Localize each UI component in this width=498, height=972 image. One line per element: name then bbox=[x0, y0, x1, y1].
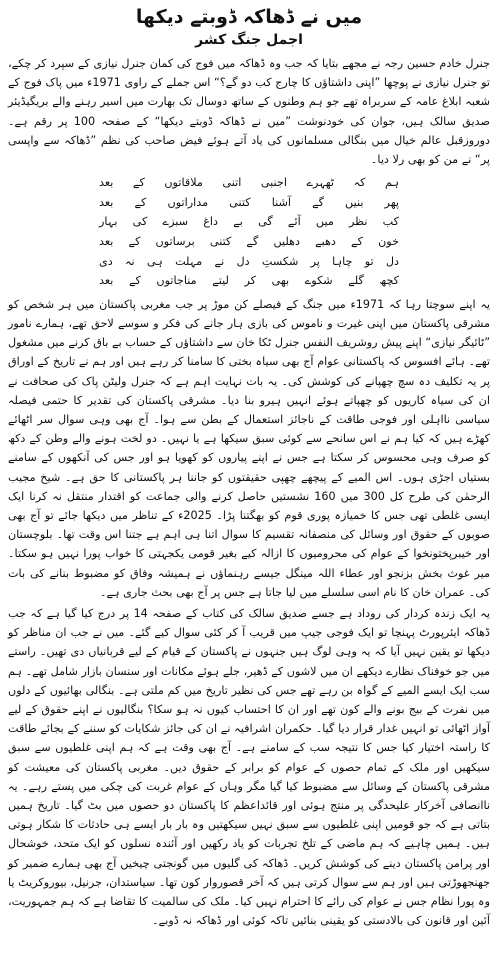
paragraph-closing: یہ ایک زندہ کردار کی روداد ہے جسے صدیق سالک کی کتاب کے صفحہ 14 پر درج کیا گیا ہے کہ جب ڈھاکہ ایئرپورٹ پہنچا تو ایک فوجی جیپ میں قریب آ کر کئی سوال کیے گئے۔ میں نے جب ان مناظر کو دیکھا تو یقین نہیں آیا کہ یہ وہی لوگ ہیں جنہوں نے پاکستان کے قیام کے لیے قربانیاں دی تھیں۔ راستے میں جو خوفناک نظارے دیکھے ان میں لاشوں کے ڈھیر، جلے ہوئے مکانات اور سنسان بازار شامل تھے۔ ہم سب ایک ایسے المیے کے گواہ بن رہے تھے جس کی نظیر تاریخ میں کم ملتی ہے۔ بنگالی بھائیوں کے دلوں میں نفرت کے بیج بونے والے کون تھے اور ان کا احتساب کیوں نہ ہو سکا؟ بنگالیوں نے اپنے حقوق کے لیے آواز اٹھائی تو انہیں غدار قرار دیا گیا۔ حکمران اشرافیہ نے ان کی جائز شکایات کو سننے کے بجائے طاقت کا راستہ اختیار کیا جس کا نتیجہ سب کے سامنے ہے۔ آج بھی وقت ہے کہ ہم اپنی غلطیوں سے سبق سیکھیں اور ملک کے تمام حصوں کے عوام کو برابر کے حقوق دیں۔ مغربی پاکستان کی معیشت کو مشرقی پاکستان کے وسائل سے مضبوط کیا گیا مگر وہاں کے عوام غربت کی چکی میں پستے رہے۔ یہ ناانصافی آخرکار علیحدگی پر منتج ہوئی اور قائداعظم کا پاکستان دو حصوں میں بٹ گیا۔ تاریخ ہمیں بتاتی ہے کہ جو قومیں اپنی غلطیوں سے سبق نہیں سیکھتیں وہ بار بار ایسے ہی حادثات کا شکار ہوتی ہیں۔ ہمیں چاہیے کہ ہم ماضی کے تلخ تجربات کو یاد رکھیں اور آئندہ نسلوں کو ایک متحد، خوشحال اور پرامن پاکستان دینے کی کوشش کریں۔ ڈھاکہ کی گلیوں میں گونجتی چیخیں آج بھی ہمارے ضمیر کو جھنجھوڑتی ہیں اور ہم سے سوال کرتی ہیں کہ آخر قصوروار کون تھا۔ سیاستدان، جرنیل، بیوروکریٹ یا وہ پورا نظام جس نے عوام کی رائے کا احترام نہیں کیا۔ ملک کی سالمیت کا تقاضا ہے کہ ہم جمہوریت، آئین اور قانون کی بالادستی کو یقینی بنائیں تاکہ کوئی اور ڈھاکہ نہ ڈوبے۔ bbox=[8, 607, 490, 928]
paragraph-intro: جنرل خادم حسین رجہ نے مجھے بتایا کہ جب وہ ڈھاکہ میں فوج کی کمان جنرل نیازی کے سپرد کر چکے، تو جنرل نیازی نے پوچھا ”اپنی داشتاؤں کا چارج کب دو گے؟“ اس جملے کے راوی 1971ء میں پاک فوج کے شعبہ ابلاغ عامہ کے سربراہ تھے جو ہم وطنوں کے ساتھ دوسال تک بھارت میں اسیر رہنے والے بریگیڈیئر صدیق سالک ہیں، جوان کی خودنوشت ”میں نے ڈھاکہ ڈوبتے دیکھا“ کے صفحہ 100 پر رقم ہے۔ دوروزقبل عالم خیال میں بنگالی مسلمانوں کی یاد آتے ہوئے فیض صاحب کی نظم ”ڈھاکہ سے واپسی پر“ نے من کو بھی رلا دیا۔ bbox=[8, 57, 490, 167]
verse-line: کچھ گلے شکوے بھی کر لیتے مناجاتوں کے بعد bbox=[99, 274, 399, 288]
verse-line: پھر بنیں گے آشنا کتنی مداراتوں کے بعد bbox=[99, 195, 399, 209]
verse-line: دل تو چاہا پر شکستِ دل نے مہلت ہی نہ دی bbox=[99, 254, 399, 268]
verse-line: ہم کہ ٹھہرے اجنبی اتنی ملاقاتوں کے بعد bbox=[99, 176, 399, 190]
article-title: میں نے ڈھاکہ ڈوبتے دیکھا bbox=[135, 6, 363, 28]
verse-line: کب نظر میں آئے گی بے داغ سبزے کی بہار bbox=[99, 215, 399, 229]
author-byline: اجمل جنگ کشر bbox=[195, 32, 303, 48]
paragraph-body: یہ اپنے سوچتا رہا کہ 1971ء میں جنگ کے فیصلے کن موڑ پر جب مغربی پاکستان میں ہر شخص کو مشرقی پاکستان میں اپنی غیرت و ناموس کی بازی ہار جانے کی فکر و سوسے لاحق تھے، ہمارے نامور ”ٹائیگر نیازی“ اپنے پیش روشریف النفس جنرل ٹکا خان سے داشتاؤں کے حساب بے باق کرنے میں مشغول تھے۔ ہائے افسوس کہ پاکستانی عوام آج بھی سیاہ بختی کا سامنا کر رہے ہیں اور ہم نے تاریخ کے اوراق پر یہ تکلیف دہ سچ چھپانے کی کوشش کی۔ یہ بات نہایت اہم ہے کہ جنرل ولیٹن پاک کی صحافت نے ان کی سیاہ کاریوں کو چھپاتے ہوئے انہیں ہیرو بنا دیا۔ مشرقی پاکستان کی تقدیر کا حتمی فیصلہ سیاسی نااہلی اور فوجی طاقت کے ناجائز استعمال کے بطن سے ہوا۔ آج بھی وہی سوال سر اٹھائے کھڑے ہیں کہ کیا ہم نے اس سانحے سے کوئی سبق سیکھا ہے یا نہیں۔ دو لخت ہونے والے وطن کے دکھ کو صرف وہی محسوس کر سکتا ہے جس نے اپنے پیاروں کو کھویا ہو اور جس کی آنکھوں کے سامنے بستیاں اجڑی ہوں۔ اس المیے کے پیچھے چھپی حقیقتوں کو جاننا ہر پاکستانی کا حق ہے۔ شیخ مجیب الرحمٰن کی طرح کل 300 میں 160 نشستیں حاصل کرنے والی جماعت کو اقتدار منتقل نہ کرنا ایک ایسی غلطی تھی جس کا خمیازہ پوری قوم کو بھگتنا پڑا۔ 2025ء کے تناظر میں دیکھا جائے تو آج بھی صوبوں کے حقوق اور وسائل کی منصفانہ تقسیم کا سوال اتنا ہی اہم ہے جتنا اس وقت تھا۔ بلوچستان اور خیبرپختونخوا کے عوام کی محرومیوں کا ازالہ کیے بغیر قومی یکجہتی کا خواب پورا نہیں ہو سکتا۔ میر غوث بخش بزنجو اور عطاء اللہ مینگل جیسے رہنماؤں نے ہمیشہ وفاق کو مضبوط بنانے کی بات کی۔ عمران خان کا نام اسی سلسلے میں لیا جاتا ہے جس پر آج بھی بحث جاری ہے۔ bbox=[8, 297, 491, 599]
poem-verse bbox=[99, 173, 399, 291]
verse-line: خون کے دھبے دھلیں گے کتنی برساتوں کے بعد bbox=[99, 235, 399, 248]
